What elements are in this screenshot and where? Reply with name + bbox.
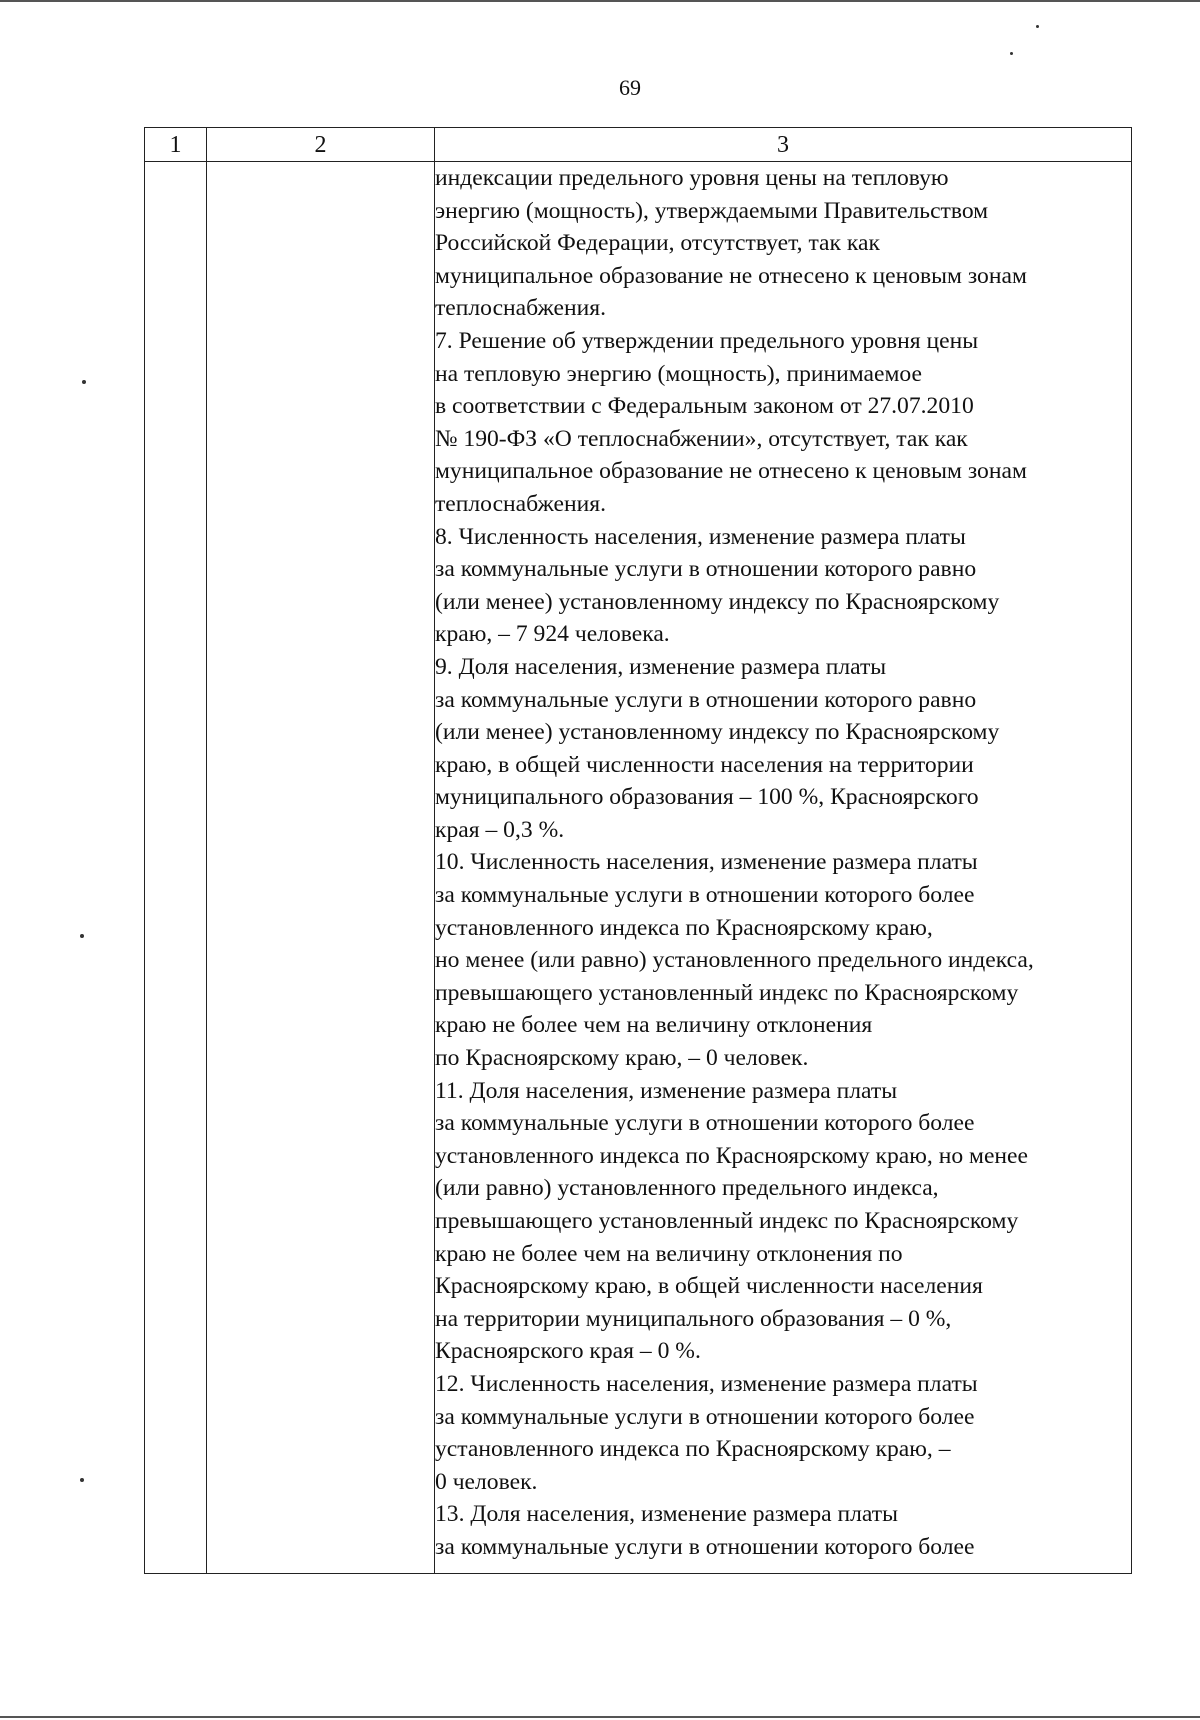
scan-speck [80,934,84,938]
scan-top-edge [0,0,1200,2]
document-table [144,127,1132,1574]
text-line: края – 0,3 %. [435,816,565,843]
text-line: за коммунальные услуги в отношении которого более [435,1403,975,1430]
text-line: 10. Численность населения, изменение размера платы [435,849,978,876]
text-line: энергию (мощность), утверждаемыми Правительством [435,197,989,224]
table-row [145,162,1132,1574]
column-header-2: 2 [207,128,435,162]
scan-speck [1010,52,1013,55]
text-line: 9. Доля населения, изменение размера платы [435,653,887,680]
text-line: установленного индекса по Красноярскому краю, [435,914,933,941]
text-line: (или менее) установленному индексу по Красноярскому [435,588,1000,615]
text-line: 7. Решение об утверждении предельного уровня цены [435,327,979,354]
text-line: 12. Численность населения, изменение размера платы [435,1370,978,1397]
text-line: 13. Доля населения, изменение размера платы [435,1501,898,1528]
scan-speck [1036,25,1039,28]
text-line: установленного индекса по Красноярскому краю, но менее [435,1142,1028,1169]
text-line: краю не более чем на величину отклонения [435,1012,873,1039]
column-header-3: 3 [435,128,1132,162]
table-header-row [145,128,1132,162]
text-line: теплоснабжения. [435,490,607,517]
text-line: за коммунальные услуги в отношении которого равно [435,556,977,583]
cell-column-1 [145,162,207,1574]
text-line: за коммунальные услуги в отношении которого более [435,1110,975,1137]
text-line: индексации предельного уровня цены на тепловую [435,165,949,191]
text-line: превышающего установленный индекс по Красноярскому [435,979,1019,1006]
text-line: превышающего установленный индекс по Красноярскому [435,1208,1019,1234]
text-line: краю не более чем на величину отклонения по [435,1240,903,1267]
column-header-1: 1 [145,128,207,162]
cell-column-2 [207,162,435,1574]
page-number: 69 [619,75,641,100]
text-line: (или равно) установленного предельного индекса, [435,1175,939,1202]
scan-speck [80,1478,84,1482]
text-line: установленного индекса по Красноярскому краю, – [435,1436,951,1463]
text-line: муниципальное образование не отнесено к ценовым зонам [435,262,1027,289]
text-line: (или менее) установленному индексу по Красноярскому [435,719,1000,746]
scan-bottom-edge [0,1716,1200,1718]
text-line: 0 человек. [435,1468,538,1495]
text-line: но менее (или равно) установленного предельного индекса, [435,947,1034,974]
text-line: за коммунальные услуги в отношении которого равно [435,686,977,713]
text-line: за коммунальные услуги в отношении которого более [435,882,975,909]
text-line: Российской Федерации, отсутствует, так как [435,230,880,257]
text-line: на тепловую энергию (мощность), принимаемое [435,360,922,387]
text-line: в соответствии с Федеральным законом от 27.07.2010 [435,393,974,420]
text-line: Красноярскому краю, в общей численности населения [435,1273,983,1300]
text-line: на территории муниципального образования – 0 %, [435,1305,952,1332]
text-line: за коммунальные услуги в отношении которого более [435,1533,975,1560]
scan-speck [82,380,86,384]
cell-column-3 [435,162,1132,1574]
text-line: краю, – 7 924 человека. [435,621,670,648]
text-line: муниципальное образование не отнесено к ценовым зонам [435,458,1027,485]
text-line: краю, в общей численности населения на территории [435,751,974,778]
text-line: муниципального образования – 100 %, Красноярского [435,784,979,811]
text-line: Красноярского края – 0 %. [435,1338,701,1365]
text-line: 8. Численность населения, изменение размера платы [435,523,966,550]
text-line: теплоснабжения. [435,295,607,322]
text-line: 11. Доля населения, изменение размера платы [435,1077,898,1104]
text-line: по Красноярскому краю, – 0 человек. [435,1045,809,1072]
text-line: № 190-ФЗ «О теплоснабжении», отсутствует, так как [435,425,968,452]
